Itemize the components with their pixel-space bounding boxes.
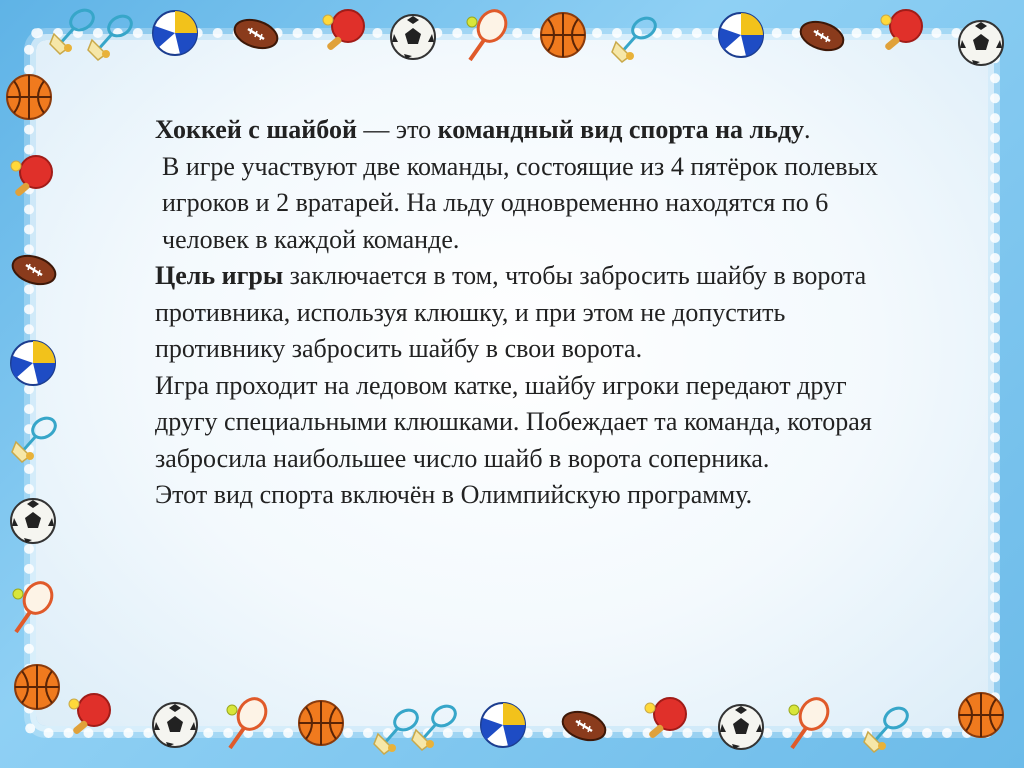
volleyball-icon bbox=[716, 10, 766, 60]
badminton-icon bbox=[610, 12, 662, 64]
badminton-icon bbox=[86, 10, 138, 62]
paragraph-goal bbox=[155, 258, 915, 368]
volleyball-icon bbox=[478, 700, 528, 750]
soccer-ball-icon bbox=[716, 702, 766, 752]
paragraph-olympic: Этот вид спорта включён в Олимпийскую программу. bbox=[155, 480, 753, 509]
goal-label: Цель игры bbox=[155, 261, 284, 290]
basketball-icon bbox=[12, 662, 62, 712]
football-icon bbox=[8, 250, 60, 290]
soccer-ball-icon bbox=[388, 12, 438, 62]
tennis-racket-icon bbox=[222, 696, 272, 752]
football-icon bbox=[796, 16, 848, 56]
title-end: . bbox=[804, 115, 811, 144]
badminton-icon bbox=[410, 700, 462, 752]
soccer-ball-icon bbox=[956, 18, 1006, 68]
ping-pong-icon bbox=[318, 6, 370, 58]
title-bold-2: командный вид спорта на льду bbox=[437, 115, 805, 144]
paragraph-teams: В игре участвуют две команды, состоящие из 4 пятёрок полевых игроков и 2 вратарей. На льду одновременно находятся по 6 человек в каждой команде. bbox=[162, 151, 879, 254]
slide-text bbox=[155, 112, 915, 514]
paragraph-game: Игра проходит на ледовом катке, шайбу игроки передают друг другу специальными клюшками. Побеждает та команда, которая забросила наибольшее число шайб в ворота соперника. bbox=[155, 370, 872, 473]
volleyball-icon bbox=[150, 8, 200, 58]
title-line bbox=[155, 112, 915, 149]
basketball-icon bbox=[956, 690, 1006, 740]
football-icon bbox=[558, 706, 610, 746]
goal-text: заключается в том, чтобы забросить шайбу в ворота противника, используя клюшку, и при этом не допустить противнику забросить шайбу в свои ворота. bbox=[155, 261, 867, 363]
basketball-icon bbox=[538, 10, 588, 60]
football-icon bbox=[230, 14, 282, 54]
basketball-icon bbox=[4, 72, 54, 122]
basketball-icon bbox=[296, 698, 346, 748]
ping-pong-icon bbox=[640, 694, 692, 746]
title-bold: Хоккей с шайбой bbox=[155, 115, 357, 144]
ping-pong-icon bbox=[6, 152, 58, 204]
badminton-icon bbox=[10, 412, 62, 464]
tennis-racket-icon bbox=[8, 580, 58, 636]
ping-pong-icon bbox=[876, 6, 928, 58]
tennis-racket-icon bbox=[462, 8, 512, 64]
soccer-ball-icon bbox=[8, 496, 58, 546]
badminton-icon bbox=[862, 702, 914, 754]
volleyball-icon bbox=[8, 338, 58, 388]
soccer-ball-icon bbox=[150, 700, 200, 750]
ping-pong-icon bbox=[64, 690, 116, 742]
title-dash: — это bbox=[356, 115, 438, 144]
tennis-racket-icon bbox=[784, 696, 834, 752]
